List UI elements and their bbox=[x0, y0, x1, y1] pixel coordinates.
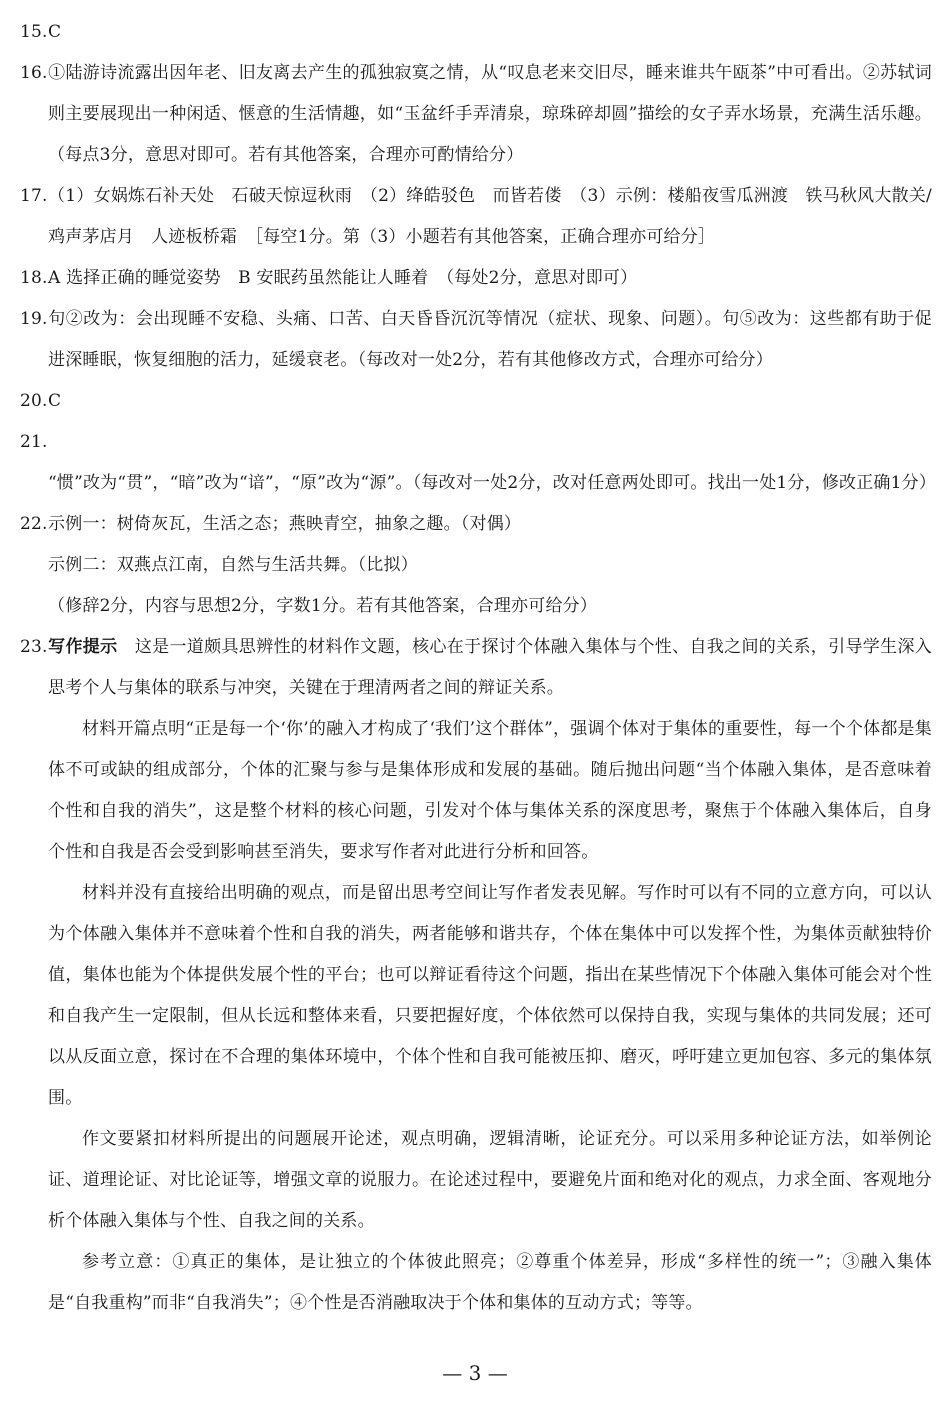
item-number: 20. bbox=[20, 391, 48, 411]
example-two: 示例二：双燕点江南，自然与生活共舞。（比拟） bbox=[48, 555, 418, 575]
writing-tip-paragraph-1: 材料开篇点明“正是每一个‘你’的融入才构成了‘我们’这个群体”，强调个体对于集体的重要性，每一个个体都是集体不可或缺的组成部分，个体的汇聚与参与是集体形成和发展的基础。随后抛出问题“当个体融入集体，是否意味着个性和自我的消失”，这是整个材料的核心问题，引发对个体与集体关系的深度思考，聚焦于个体融入集体后，自身个性和自我是否会受到影响甚至消失，要求写作者对此进行分析和回答。 bbox=[48, 719, 932, 862]
item-text: C bbox=[48, 22, 62, 42]
item-text: A 选择正确的睡觉姿势 B 安眠药虽然能让人睡着 （每处2分，意思对即可） bbox=[48, 268, 638, 288]
item-number: 21. bbox=[20, 432, 48, 452]
item-number: 23. bbox=[20, 637, 48, 657]
item-number: 18. bbox=[20, 268, 48, 288]
item-number: 17. bbox=[20, 186, 48, 206]
item-text: 句②改为：会出现睡不安稳、头痛、口苦、白天昏昏沉沉等情况（症状、现象、问题）。句⑤改为：这些都有助于促进深睡眠，恢复细胞的活力，延缓衰老。（每改对一处2分，若有其他修改方式，合理亦可给分） bbox=[48, 309, 932, 370]
item-text: ①陆游诗流露出因年老、旧友离去产生的孤独寂寞之情，从“叹息老来交旧尽，睡来谁共午瓯茶”中可看出。②苏轼词则主要展现出一种闲适、惬意的生活情趣，如“玉盆纤手弄清泉，琼珠碎却圆”描绘的女子弄水场景，充满生活乐趣。（每点3分，意思对即可。若有其他答案，合理亦可酌情给分） bbox=[48, 63, 932, 165]
writing-tip-intro: 这是一道颇具思辨性的材料作文题，核心在于探讨个体融入集体与个性、自我之间的关系，引导学生深入思考个人与集体的联系与冲突，关键在于理清两者之间的辩证关系。 bbox=[48, 637, 932, 698]
answer-15 bbox=[20, 12, 932, 53]
answer-22 bbox=[20, 504, 932, 545]
answer-16 bbox=[20, 53, 932, 176]
answer-content bbox=[20, 12, 937, 1324]
answer-19 bbox=[20, 299, 932, 381]
page-number: — 3 — bbox=[442, 1361, 508, 1385]
item-text: “惯”改为“贯”，“暗”改为“谙”，“原”改为“源”。（每改对一处2分，改对任意两处即可。找出一处1分，修改正确1分） bbox=[48, 473, 937, 493]
item-number: 19. bbox=[20, 309, 48, 329]
example-one: 示例一：树倚灰瓦，生活之态；燕映青空，抽象之趣。（对偶） bbox=[48, 514, 522, 534]
item-number: 22. bbox=[20, 514, 48, 534]
answer-20 bbox=[20, 381, 932, 422]
writing-tip-label: 写作提示 bbox=[48, 637, 118, 657]
answer-21 bbox=[20, 422, 937, 504]
item-text: （1）女娲炼石补天处 石破天惊逗秋雨 （2）绛皓驳色 而皆若偻 （3）示例：楼船夜雪瓜洲渡 铁马秋风大散关/鸡声茅店月 人迹板桥霜 ［每空1分。第（3）小题若有其他答案，正确合理亦可给分］ bbox=[48, 186, 932, 247]
item-number: 15. bbox=[20, 22, 48, 42]
item-number: 16. bbox=[20, 63, 48, 83]
scoring-note: （修辞2分，内容与思想2分，字数1分。若有其他答案，合理亦可给分） bbox=[48, 596, 598, 616]
answer-18 bbox=[20, 258, 932, 299]
answer-23 bbox=[20, 627, 932, 709]
writing-tip-paragraph-3: 作文要紧扣材料所提出的问题展开论述，观点明确，逻辑清晰，论证充分。可以采用多种论证方法，如举例论证、道理论证、对比论证等，增强文章的说服力。在论述过程中，要避免片面和绝对化的观点，力求全面、客观地分析个体融入集体与个性、自我之间的关系。 bbox=[48, 1129, 932, 1231]
answer-17 bbox=[20, 176, 932, 258]
writing-tip-paragraph-2: 材料并没有直接给出明确的观点，而是留出思考空间让写作者发表见解。写作时可以有不同的立意方向，可以认为个体融入集体并不意味着个性和自我的消失，两者能够和谐共存，个体在集体中可以发挥个性，为集体贡献独特价值，集体也能为个体提供发展个性的平台；也可以辩证看待这个问题，指出在某些情况下个体融入集体可能会对个性和自我产生一定限制，但从长远和整体来看，只要把握好度，个体依然可以保持自我，实现与集体的共同发展；还可以从反面立意，探讨在不合理的集体环境中，个体个性和自我可能被压抑、磨灭，呼吁建立更加包容、多元的集体氛围。 bbox=[48, 883, 932, 1108]
item-text: C bbox=[48, 391, 62, 411]
reference-themes: 参考立意：①真正的集体，是让独立的个体彼此照亮；②尊重个体差异，形成“多样性的统一”；③融入集体是“自我重构”而非“自我消失”；④个性是否消融取决于个体和集体的互动方式；等等。 bbox=[48, 1252, 932, 1313]
